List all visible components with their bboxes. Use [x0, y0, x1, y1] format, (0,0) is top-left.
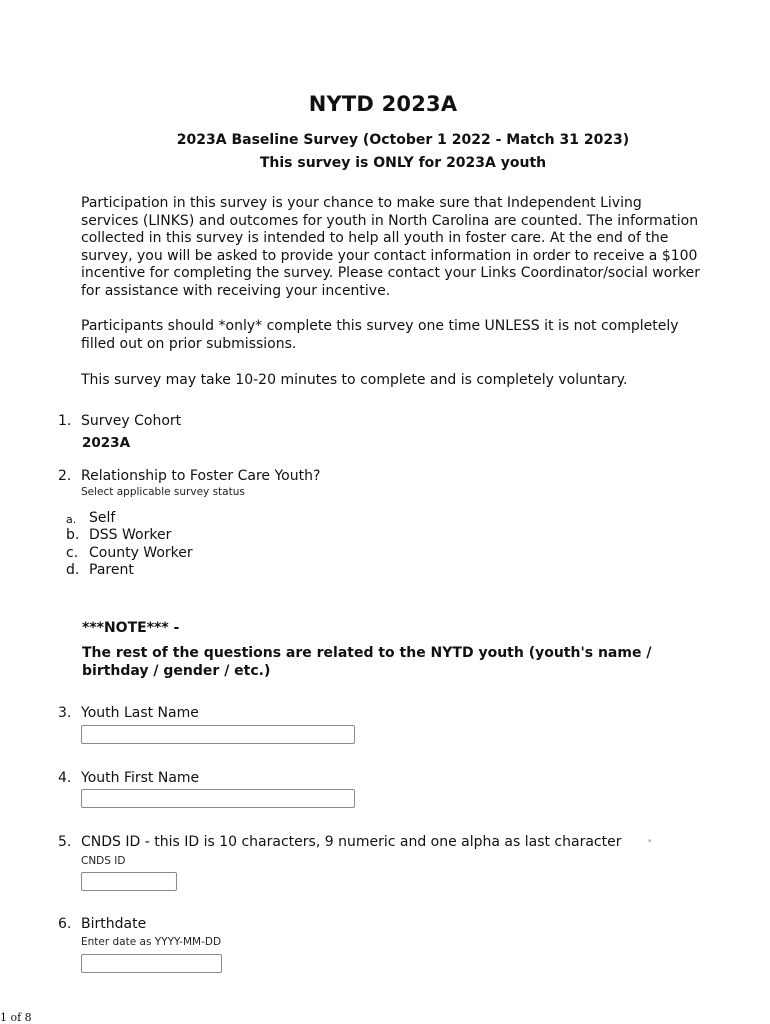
- note-body: The rest of the questions are related to the NYTD youth (youth's name / birthday / gender / etc.): [82, 645, 652, 679]
- question-1-answer: 2023A: [82, 435, 131, 451]
- option-label: Parent: [89, 562, 134, 578]
- question-6-hint: Enter date as YYYY-MM-DD: [81, 936, 222, 948]
- question-5-hint: CNDS ID: [81, 855, 126, 867]
- page-title: NYTD 2023A: [308, 92, 458, 116]
- survey-subtitle: 2023A Baseline Survey (October 1 2022 - Match 31 2023): [176, 132, 630, 148]
- question-1-number: 1.: [58, 413, 72, 429]
- participation-paragraph: Participants should *only* complete this survey one time UNLESS it is not completely filled out on prior submissions.: [81, 318, 679, 352]
- note-heading: ***NOTE*** -: [82, 620, 180, 636]
- option-label: County Worker: [89, 545, 193, 561]
- youth-last-name-field[interactable]: [81, 725, 355, 744]
- question-2-label: Relationship to Foster Care Youth?: [81, 468, 321, 484]
- duration-paragraph: This survey may take 10-20 minutes to complete and is completely voluntary.: [81, 372, 628, 388]
- option-label: Self: [89, 510, 116, 526]
- question-2-number: 2.: [58, 468, 72, 484]
- intro-paragraph: Participation in this survey is your chance to make sure that Independent Living services (LINKS) and outcomes for youth in North Carolina are counted. The information collected in this survey is intended to help all youth in foster care. At the end of the survey, you will be asked to provide your contact information in order to receive a $100 incentive for completing the survey. Please contact your Links Coordinator/social worker for assistance with receiving your incentive.: [81, 195, 701, 299]
- question-6-label: Birthdate: [81, 916, 147, 932]
- question-3-label: Youth Last Name: [81, 705, 199, 721]
- option-letter: d.: [66, 562, 80, 578]
- option-label: DSS Worker: [89, 527, 172, 543]
- question-2-hint: Select applicable survey status: [81, 486, 245, 498]
- question-1-label: Survey Cohort: [81, 413, 182, 429]
- option-letter: a.: [66, 513, 77, 526]
- cnds-id-field[interactable]: [81, 872, 177, 891]
- birthdate-field[interactable]: [81, 954, 222, 973]
- youth-first-name-field[interactable]: [81, 789, 355, 808]
- option-letter: c.: [66, 545, 79, 561]
- page-number: 1 of 8: [0, 1011, 32, 1024]
- question-6-number: 6.: [58, 916, 72, 932]
- question-3-number: 3.: [58, 705, 72, 721]
- question-4-number: 4.: [58, 770, 72, 786]
- required-marker: *: [648, 838, 652, 846]
- survey-audience-note: This survey is ONLY for 2023A youth: [259, 155, 547, 171]
- question-4-label: Youth First Name: [81, 770, 200, 786]
- question-5-number: 5.: [58, 834, 72, 850]
- question-5-label: CNDS ID - this ID is 10 characters, 9 numeric and one alpha as last character: [81, 834, 622, 850]
- option-letter: b.: [66, 527, 80, 543]
